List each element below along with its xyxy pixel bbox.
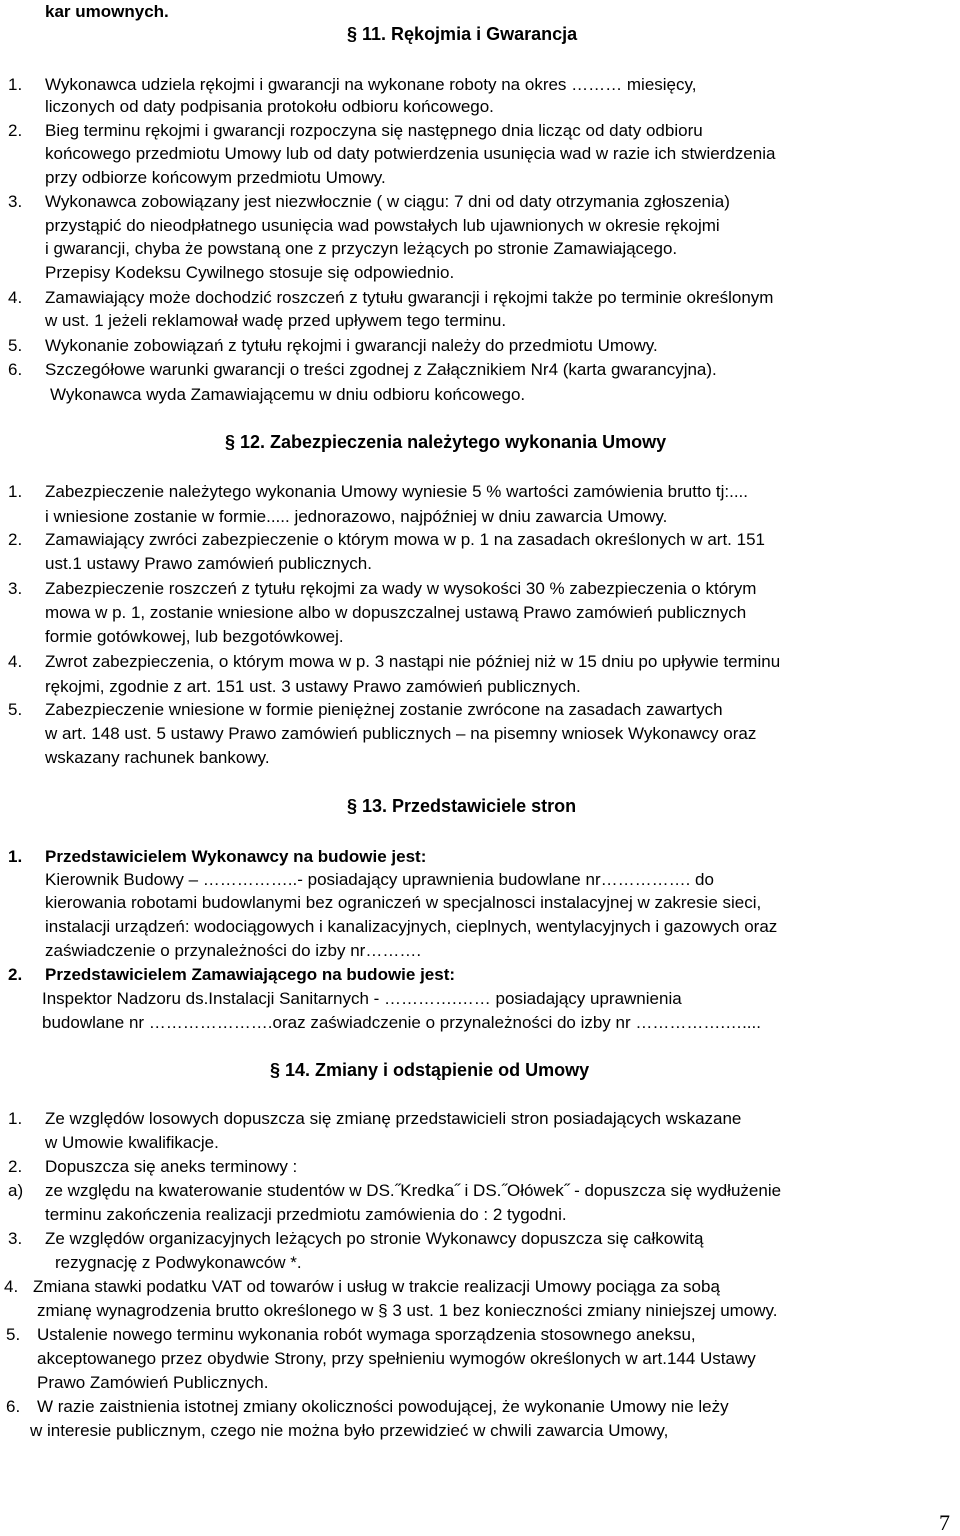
s11-item-2-line-1: Bieg terminu rękojmi i gwarancji rozpoczyna się następnego dnia licząc od daty odbioru <box>45 121 703 140</box>
s14-item-5-num: 5. <box>6 1325 21 1344</box>
s12-item-3-num: 3. <box>8 579 23 598</box>
s12-item-5-line-1: Zabezpieczenie wniesione w formie pieniężnej zostanie zwrócone na zasadach zawartych <box>45 700 723 719</box>
s14-item-6-line-1: W razie zaistnienia istotnej zmiany okoliczności powodującej, że wykonanie Umowy nie leży <box>37 1397 729 1416</box>
s11-item-3-line-3: i gwarancji, chyba że powstaną one z przyczyn leżących po stronie Zamawiającego. <box>45 239 678 258</box>
s12-item-4-num: 4. <box>8 652 23 671</box>
s12-item-4-line-2: rękojmi, zgodnie z art. 151 ust. 3 ustawy Prawo zamówień publicznych. <box>45 677 581 696</box>
s12-item-5-line-2: w art. 148 ust. 5 ustawy Prawo zamówień publicznych – na pisemny wniosek Wykonawcy oraz <box>45 724 757 743</box>
s11-item-5-num: 5. <box>8 336 23 355</box>
s11-item-2-line-3: przy odbiorze końcowym przedmiotu Umowy. <box>45 168 386 187</box>
top-fragment: kar umownych. <box>45 2 169 21</box>
s11-item-6-num: 6. <box>8 360 23 379</box>
s11-item-3-line-1: Wykonawca zobowiązany jest niezwłocznie ( w ciągu: 7 dni od daty otrzymania zgłoszenia) <box>45 192 730 211</box>
s14-item-5-line-2: akceptowanego przez obydwie Strony, przy spełnieniu wymogów określonych w art.144 Ustawy <box>37 1349 756 1368</box>
s14-item-3-num: 3. <box>8 1229 23 1248</box>
s12-item-1-line-2: i wniesione zostanie w formie..... jednorazowo, najpóźniej w dniu zawarcia Umowy. <box>45 507 668 526</box>
s12-item-5-line-3: wskazany rachunek bankowy. <box>45 748 270 767</box>
s14-item-4-line-2: zmianę wynagrodzenia brutto określonego w § 3 ust. 1 bez konieczności zmiany niniejszej umowy. <box>37 1301 778 1320</box>
s13-item-2-line-2: Inspektor Nadzoru ds.Instalacji Sanitarnych - ………….…… posiadający uprawnienia <box>42 989 682 1008</box>
s12-item-1-line-1: Zabezpieczenie należytego wykonania Umowy wyniesie 5 % wartości zamówienia brutto tj:.... <box>45 482 748 501</box>
s14-item-1-num: 1. <box>8 1109 23 1128</box>
s11-item-6-line-1: Szczegółowe warunki gwarancji o treści zgodnej z Załącznikiem Nr4 (karta gwarancyjna). <box>45 360 717 379</box>
s14-item-3-line-1: Ze względów organizacyjnych leżących po stronie Wykonawcy dopuszcza się całkowitą <box>45 1229 704 1248</box>
s13-item-1-line-4: instalacji urządzeń: wodociągowych i kanalizacyjnych, cieplnych, wentylacyjnych i gazowych oraz <box>45 917 778 936</box>
s11-item-6-line-2: Wykonawca wyda Zamawiającemu w dniu odbioru końcowego. <box>50 385 526 404</box>
s13-item-2-line-3: budowlane nr ………………….oraz zaświadczenie o przynależności do izby nr …………….….... <box>42 1013 761 1032</box>
page-number: 7 <box>939 1510 950 1535</box>
s12-item-3-line-1: Zabezpieczenie roszczeń z tytułu rękojmi za wady w wysokości 30 % zabezpieczenia o którym <box>45 579 757 598</box>
s14-item-2-num: 2. <box>8 1157 23 1176</box>
s13-item-1-num: 1. <box>8 847 23 866</box>
s14-item-4-num: 4. <box>4 1277 19 1296</box>
section-14-title: § 14. Zmiany i odstąpienie od Umowy <box>270 1060 590 1080</box>
s13-item-1-heading: Przedstawicielem Wykonawcy na budowie jest: <box>45 847 427 866</box>
s11-item-4-line-1: Zamawiający może dochodzić roszczeń z tytułu gwarancji i rękojmi także po terminie określonym <box>45 288 774 307</box>
s11-item-3-num: 3. <box>8 192 23 211</box>
s13-item-1-line-2: Kierownik Budowy – ……………..- posiadający uprawnienia budowlane nr……………. do <box>45 870 714 889</box>
s11-item-3-line-4: Przepisy Kodeksu Cywilnego stosuje się odpowiednio. <box>45 263 455 282</box>
s14-item-5-line-3: Prawo Zamówień Publicznych. <box>37 1373 269 1392</box>
s12-item-1-num: 1. <box>8 482 23 501</box>
s11-item-4-line-2: w ust. 1 jeżeli reklamował wadę przed upływem tego terminu. <box>45 311 507 330</box>
s11-item-1-num: 1. <box>8 75 23 94</box>
s12-item-2-num: 2. <box>8 530 23 549</box>
s14-item-4-line-1: Zmiana stawki podatku VAT od towarów i usług w trakcie realizacji Umowy pociąga za sobą <box>33 1277 720 1296</box>
s11-item-4-num: 4. <box>8 288 23 307</box>
s11-item-2-line-2: końcowego przedmiotu Umowy lub od daty potwierdzenia usunięcia wad w razie ich stwierdzenia <box>45 144 776 163</box>
s12-item-3-line-3: formie gotówkowej, lub bezgotówkowej. <box>45 627 344 646</box>
s14-item-6-line-2: w interesie publicznym, czego nie można było przewidzieć w chwili zawarcia Umowy, <box>30 1421 669 1440</box>
s13-item-2-num: 2. <box>8 965 23 984</box>
s11-item-1-line-2: liczonych od daty podpisania protokołu odbioru końcowego. <box>45 97 494 116</box>
s12-item-2-line-2: ust.1 ustawy Prawo zamówień publicznych. <box>45 554 372 573</box>
s14-item-3-line-2: rezygnację z Podwykonawców *. <box>55 1253 302 1272</box>
s14-item-2-line-1: Dopuszcza się aneks terminowy : <box>45 1157 298 1176</box>
s14-item-1-line-1: Ze względów losowych dopuszcza się zmianę przedstawicieli stron posiadających wskazane <box>45 1109 742 1128</box>
s12-item-4-line-1: Zwrot zabezpieczenia, o którym mowa w p. 3 nastąpi nie później niż w 15 dniu po upływie terminu <box>45 652 781 671</box>
s11-item-2-num: 2. <box>8 121 23 140</box>
s14-item-6-num: 6. <box>6 1397 21 1416</box>
s11-item-1-line-1: Wykonawca udziela rękojmi i gwarancji na wykonane roboty na okres ……… miesięcy, <box>45 75 697 94</box>
s12-item-5-num: 5. <box>8 700 23 719</box>
s11-item-5-line-1: Wykonanie zobowiązań z tytułu rękojmi i gwarancji należy do przedmiotu Umowy. <box>45 336 658 355</box>
section-11-title: § 11. Rękojmia i Gwarancja <box>347 24 578 44</box>
s14-item-a-num: a) <box>8 1181 24 1200</box>
section-13-title: § 13. Przedstawiciele stron <box>347 796 577 816</box>
section-12-title: § 12. Zabezpieczenia należytego wykonania Umowy <box>225 432 667 452</box>
s12-item-3-line-2: mowa w p. 1, zostanie wniesione albo w dopuszczalnej ustawą Prawo zamówień publicznych <box>45 603 747 622</box>
s13-item-1-line-3: kierowania robotami budowlanymi bez ograniczeń w specjalnosci instalacyjnej w zakresie sieci, <box>45 893 762 912</box>
s13-item-2-heading: Przedstawicielem Zamawiającego na budowie jest: <box>45 965 456 984</box>
s14-item-a-line-1: ze względu na kwaterowanie studentów w DS.˝Kredka˝ i DS.˝Ołówek˝ - dopuszcza się wydłużenie <box>45 1181 782 1200</box>
s12-item-2-line-1: Zamawiający zwróci zabezpieczenie o którym mowa w p. 1 na zasadach określonych w art. 151 <box>45 530 765 549</box>
s14-item-1-line-2: w Umowie kwalifikacje. <box>45 1133 219 1152</box>
s14-item-5-line-1: Ustalenie nowego terminu wykonania robót wymaga sporządzenia stosownego aneksu, <box>37 1325 696 1344</box>
s11-item-3-line-2: przystąpić do nieodpłatnego usunięcia wad powstałych lub ujawnionych w okresie rękojmi <box>45 216 720 235</box>
s13-item-1-line-5: zaświadczenie o przynależności do izby nr………. <box>45 941 422 960</box>
s14-item-a-line-2: terminu zakończenia realizacji przedmiotu zamówienia do : 2 tygodni. <box>45 1205 567 1224</box>
